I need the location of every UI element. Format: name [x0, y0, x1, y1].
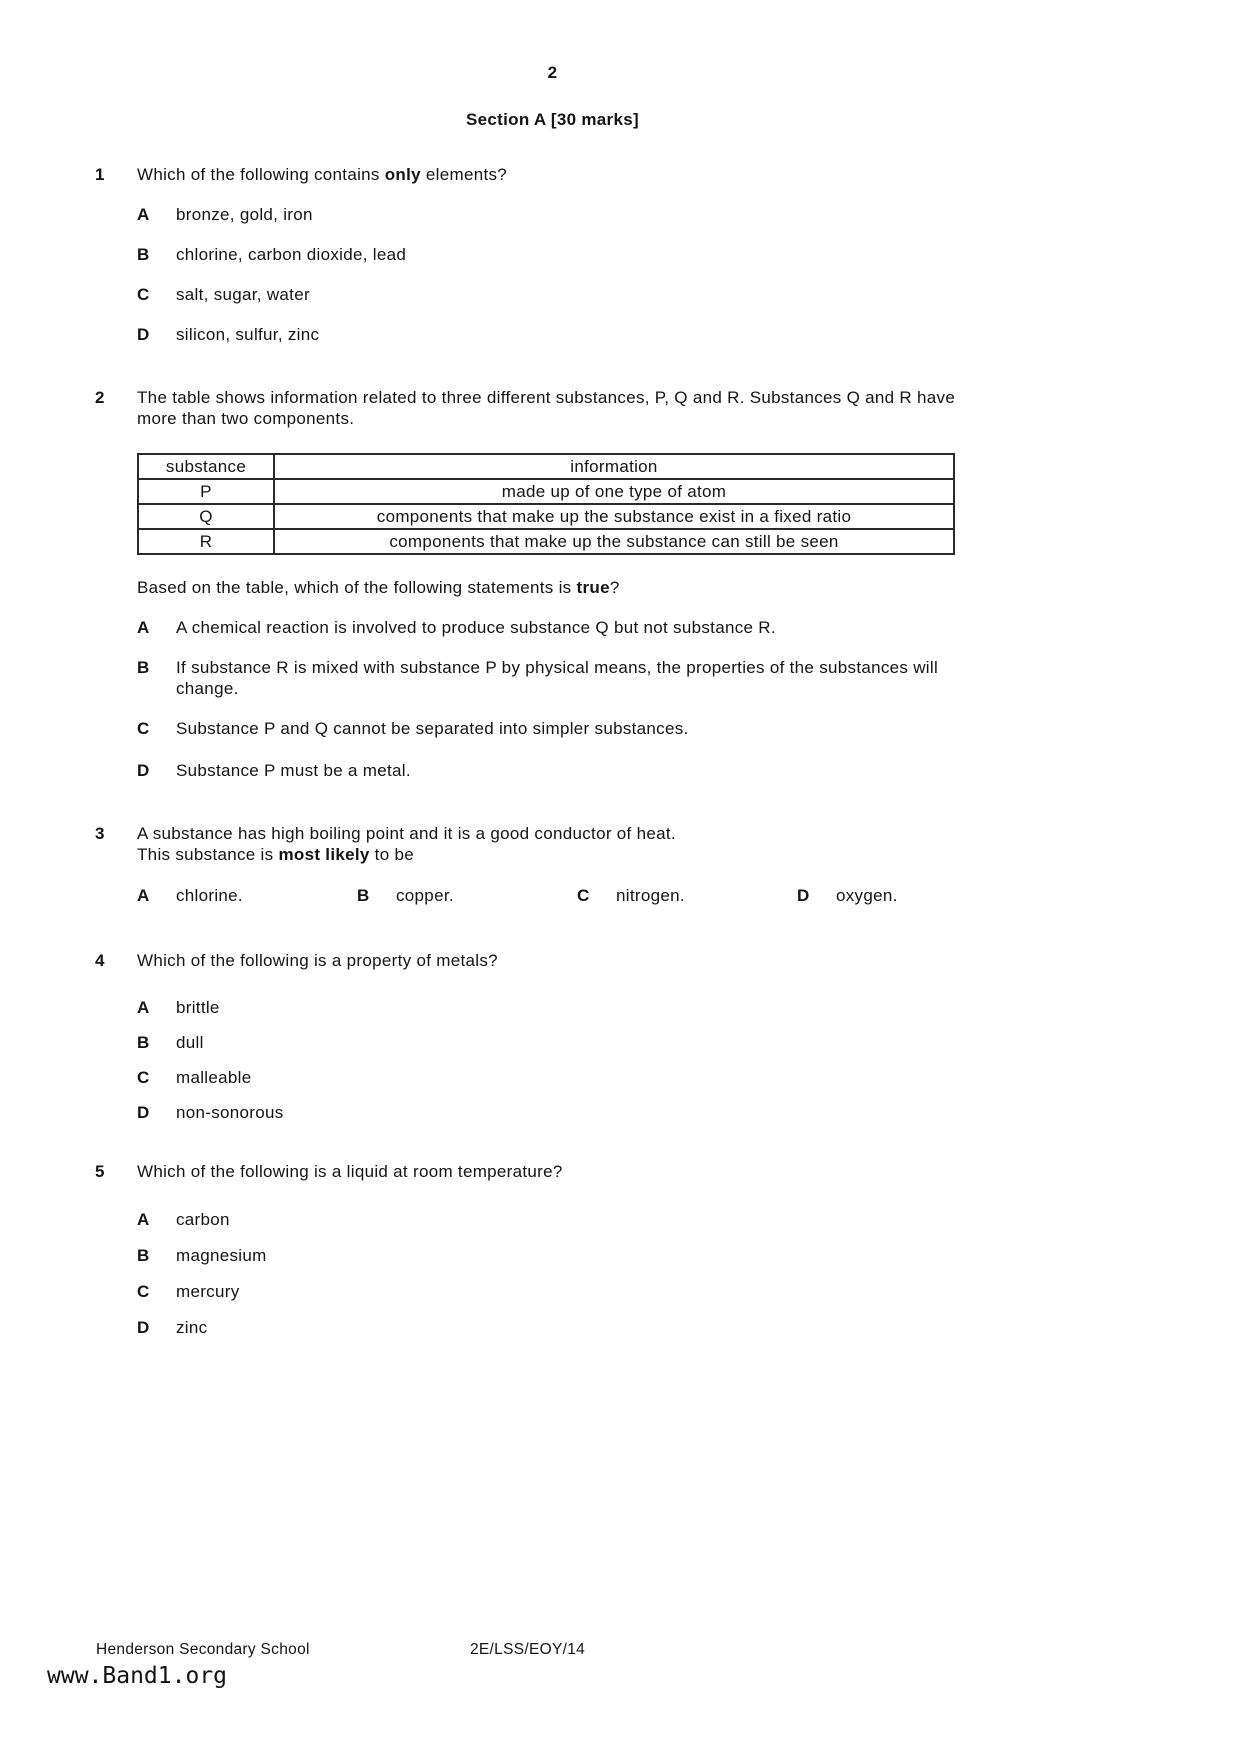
option-letter: D	[137, 325, 150, 344]
question-3-bold-word: most likely	[278, 845, 370, 864]
option-text: malleable	[176, 1068, 252, 1087]
substances-table	[137, 453, 955, 555]
table-header-row	[138, 454, 954, 479]
table-header-information: information	[274, 454, 954, 479]
question-2-intro: The table shows information related to three different substances, P, Q and R. Substances Q and R have more than two components.	[137, 388, 956, 428]
question-3-option-d	[797, 885, 898, 906]
question-2	[95, 387, 1010, 781]
option-text: copper.	[396, 886, 454, 905]
question-3-line2: This substance is most likely to be	[137, 845, 414, 864]
question-5-option-a	[137, 1209, 1010, 1230]
question-4-number: 4	[95, 951, 105, 970]
option-letter: C	[137, 285, 150, 304]
table-cell-information: components that make up the substance can still be seen	[274, 529, 954, 554]
option-text: Substance P must be a metal.	[176, 761, 411, 780]
question-3-option-c	[577, 885, 797, 906]
table-row	[138, 479, 954, 504]
option-text: carbon	[176, 1210, 230, 1229]
option-text: brittle	[176, 998, 220, 1017]
question-3-options-row	[137, 885, 1010, 906]
question-3-line1: A substance has high boiling point and it is a good conductor of heat.	[137, 824, 676, 843]
table-header-substance: substance	[138, 454, 274, 479]
table-row	[138, 504, 954, 529]
option-letter: C	[577, 886, 590, 905]
option-letter: A	[137, 1210, 150, 1229]
option-text: If substance R is mixed with substance P by physical means, the properties of the substances will change.	[176, 658, 939, 698]
option-letter: C	[137, 1068, 150, 1087]
question-3	[95, 823, 1010, 906]
option-letter: B	[137, 245, 150, 264]
option-text: magnesium	[176, 1246, 267, 1265]
question-5-text: Which of the following is a liquid at room temperature?	[137, 1162, 563, 1181]
question-3-option-a	[137, 885, 357, 906]
question-2-option-c	[137, 718, 1010, 739]
option-letter: B	[137, 1246, 150, 1265]
question-1-option-c	[137, 284, 1010, 305]
option-text: Substance P and Q cannot be separated into simpler substances.	[176, 719, 689, 738]
option-letter: A	[137, 618, 150, 637]
option-letter: C	[137, 719, 150, 738]
option-letter: A	[137, 205, 150, 224]
option-letter: B	[137, 658, 150, 677]
question-3-option-b	[357, 885, 577, 906]
option-letter: C	[137, 1282, 150, 1301]
question-4-text: Which of the following is a property of metals?	[137, 951, 498, 970]
question-4-option-d	[137, 1102, 1010, 1123]
question-1-text: Which of the following contains only elements?	[137, 165, 508, 184]
option-text: salt, sugar, water	[176, 285, 310, 304]
table-cell-substance: Q	[138, 504, 274, 529]
option-text: nitrogen.	[616, 886, 685, 905]
question-2-bold-word: true	[576, 578, 610, 597]
option-text: bronze, gold, iron	[176, 205, 313, 224]
option-letter: D	[137, 1318, 150, 1337]
question-2-stem: Based on the table, which of the following statements is true?	[137, 578, 620, 597]
question-5-option-b	[137, 1245, 1010, 1266]
question-1-option-d	[137, 324, 1010, 345]
question-4-option-c	[137, 1067, 1010, 1088]
question-1-option-a	[137, 204, 1010, 225]
question-1-bold-word: only	[384, 165, 421, 184]
question-1-number: 1	[95, 165, 105, 184]
question-1-option-b	[137, 244, 1010, 265]
table-cell-information: components that make up the substance exist in a fixed ratio	[274, 504, 954, 529]
section-title: Section A [30 marks]	[466, 110, 639, 129]
option-text: chlorine.	[176, 886, 243, 905]
option-letter: D	[137, 1103, 150, 1122]
page-content	[95, 62, 1010, 1338]
table-cell-substance: R	[138, 529, 274, 554]
option-text: zinc	[176, 1318, 208, 1337]
option-text: chlorine, carbon dioxide, lead	[176, 245, 407, 264]
option-letter: D	[137, 761, 150, 780]
footer-school-name: Henderson Secondary School	[96, 1641, 310, 1658]
question-4-option-b	[137, 1032, 1010, 1053]
table-row	[138, 529, 954, 554]
question-3-number: 3	[95, 824, 105, 843]
question-5	[95, 1161, 1010, 1338]
question-4	[95, 950, 1010, 1123]
watermark-url: www.Band1.org	[47, 1663, 228, 1689]
question-2-number: 2	[95, 388, 105, 407]
option-text: silicon, sulfur, zinc	[176, 325, 320, 344]
option-letter: B	[357, 886, 370, 905]
option-text: mercury	[176, 1282, 240, 1301]
question-5-number: 5	[95, 1162, 105, 1181]
page-number: 2	[547, 63, 558, 82]
footer-paper-code: 2E/LSS/EOY/14	[470, 1641, 586, 1658]
option-letter: A	[137, 886, 150, 905]
question-1	[95, 164, 1010, 345]
question-2-option-a	[137, 617, 1010, 638]
option-text: non-sonorous	[176, 1103, 284, 1122]
question-2-option-d	[137, 760, 1010, 781]
option-text: A chemical reaction is involved to produce substance Q but not substance R.	[176, 618, 776, 637]
option-letter: D	[797, 886, 810, 905]
question-5-option-c	[137, 1281, 1010, 1302]
table-cell-information: made up of one type of atom	[274, 479, 954, 504]
question-2-option-b	[137, 657, 1010, 699]
option-text: dull	[176, 1033, 204, 1052]
table-cell-substance: P	[138, 479, 274, 504]
question-4-option-a	[137, 997, 1010, 1018]
option-letter: A	[137, 998, 150, 1017]
question-5-option-d	[137, 1317, 1010, 1338]
option-letter: B	[137, 1033, 150, 1052]
option-text: oxygen.	[836, 886, 898, 905]
